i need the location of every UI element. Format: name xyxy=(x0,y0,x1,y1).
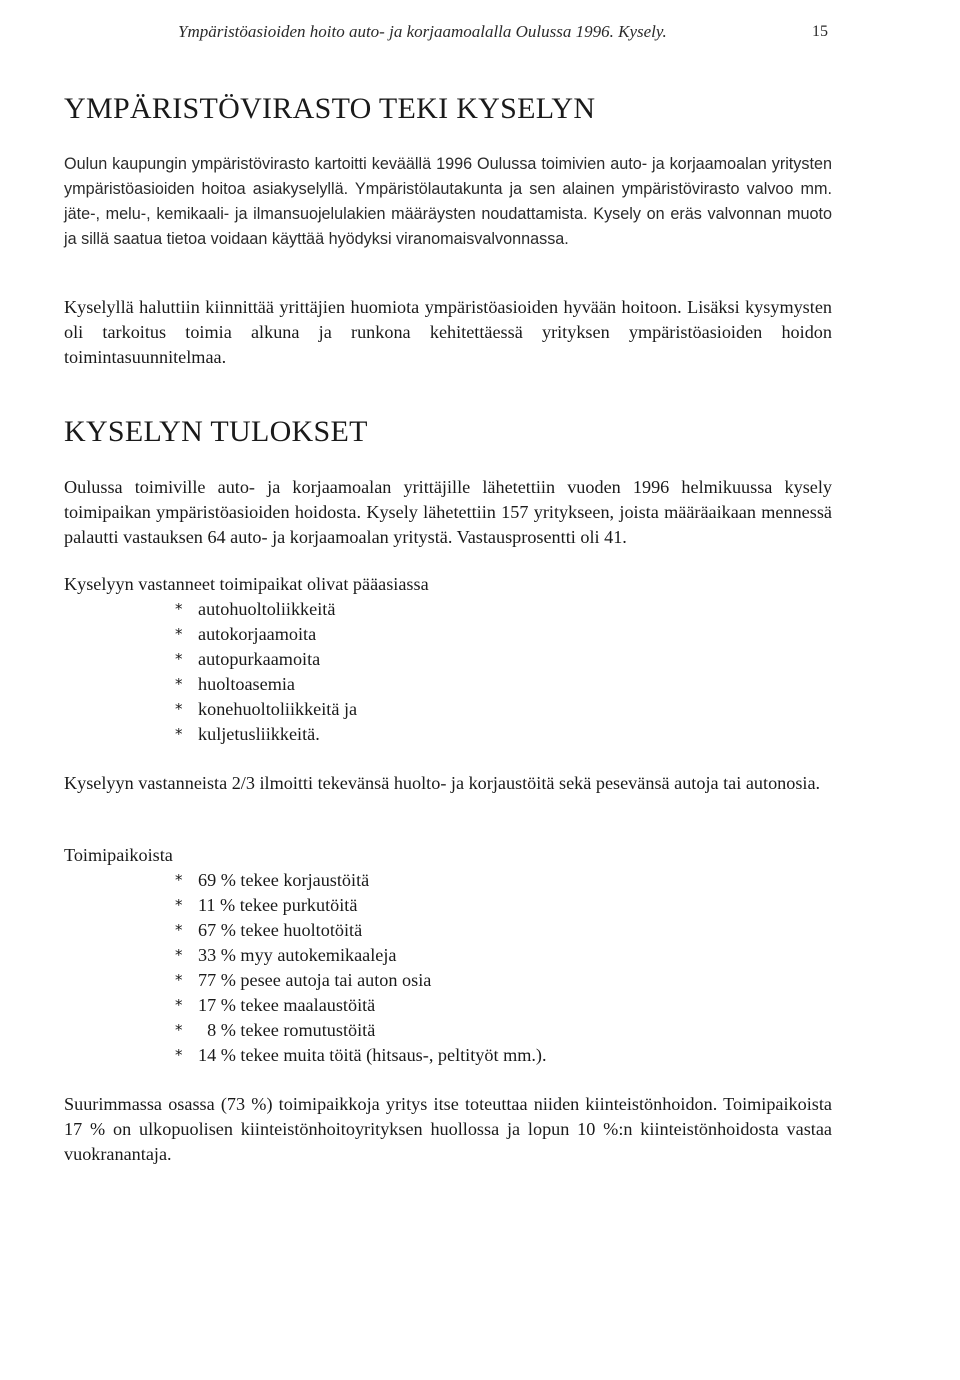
list-item: * 8 % tekee romutustöitä xyxy=(175,1018,547,1043)
list-item: * autopurkaamoita xyxy=(175,647,357,672)
results-paragraph: Oulussa toimiville auto- ja korjaamoalan yrittäjille lähetettiin vuoden 1996 helmikuussa kysely toimipaikan ympäristöasioiden hoidosta. Kysely lähetettiin 157 yritykseen, joista määräaikaan mennessä palautti vastauksen 64 auto- ja korjaamoalan yritystä. Vastausprosentti oli 41. xyxy=(64,477,832,547)
respondents-intro: Kyselyyn vastanneet toimipaikat olivat pääasiassa xyxy=(64,574,429,594)
page-number: 15 xyxy=(812,23,828,40)
section-heading-results: KYSELYN TULOKSET xyxy=(64,415,368,448)
intro-paragraph: Oulun kaupungin ympäristövirasto kartoitti keväällä 1996 Oulussa toimivien auto- ja korjaamoalan yritysten ympäristöasioiden hoitoa asiakyselyllä. Ympäristölautakunta ja sen alainen ympäristövirasto valvoo mm. jäte-, melu-, kemikaali- ja ilmansuojelulakien määräysten noudattamista. Kysely on eräs valvonnan muoto ja sillä saatua tietoa voidaan käyttää hyödyksi viranomaisvalvonnassa. xyxy=(64,155,832,248)
list-item: * konehuoltoliikkeitä ja xyxy=(175,697,357,722)
list-item: * 77 % pesee autoja tai auton osia xyxy=(175,968,547,993)
list-item: * 69 % tekee korjaustöitä xyxy=(175,868,547,893)
bullet-star-icon: * xyxy=(175,675,183,693)
bullet-star-icon: * xyxy=(175,921,183,939)
bullet-star-icon: * xyxy=(175,1021,183,1039)
running-header: Ympäristöasioiden hoito auto- ja korjaamoalalla Oulussa 1996. Kysely. xyxy=(178,22,667,41)
bullet-star-icon: * xyxy=(175,600,183,618)
list-item: * kuljetusliikkeitä. xyxy=(175,722,357,747)
bullet-star-icon: * xyxy=(175,625,183,643)
bullet-star-icon: * xyxy=(175,871,183,889)
list-item: * 11 % tekee purkutöitä xyxy=(175,893,547,918)
bullet-star-icon: * xyxy=(175,700,183,718)
bullet-star-icon: * xyxy=(175,725,183,743)
worksites-intro: Toimipaikoista xyxy=(64,845,173,865)
respondent-types-list xyxy=(175,597,357,747)
list-item: * 14 % tekee muita töitä (hitsaus-, peltityöt mm.). xyxy=(175,1043,547,1068)
purpose-paragraph: Kyselyllä haluttiin kiinnittää yrittäjien huomiota ympäristöasioiden hyvään hoitoon. Lisäksi kysymysten oli tarkoitus toimia alkuna ja runkona kehitettäessä yrityksen ympäristöasioiden hoidon toimintasuunnitelmaa. xyxy=(64,297,832,367)
list-item: * autohuoltoliikkeitä xyxy=(175,597,357,622)
worksite-stats-list xyxy=(175,868,547,1068)
list-item: * 67 % tekee huoltotöitä xyxy=(175,918,547,943)
section-heading-survey: YMPÄRISTÖVIRASTO TEKI KYSELYN xyxy=(64,92,596,125)
list-item: * huoltoasemia xyxy=(175,672,357,697)
services-paragraph: Kyselyyn vastanneista 2/3 ilmoitti tekevänsä huolto- ja korjaustöitä sekä pesevänsä autoja tai autonosia. xyxy=(64,773,821,793)
list-item: * autokorjaamoita xyxy=(175,622,357,647)
bullet-star-icon: * xyxy=(175,650,183,668)
bullet-star-icon: * xyxy=(175,996,183,1014)
property-care-paragraph: Suurimmassa osassa (73 %) toimipaikkoja yritys itse toteuttaa niiden kiinteistönhoidon. Toimipaikoista 17 % on ulkopuolisen kiinteistönhoitoyrityksen huollossa ja lopun 10 %:n kiinteistönhoidosta vastaa vuokranantaja. xyxy=(64,1094,832,1164)
list-item: * 17 % tekee maalaustöitä xyxy=(175,993,547,1018)
bullet-star-icon: * xyxy=(175,896,183,914)
bullet-star-icon: * xyxy=(175,946,183,964)
bullet-star-icon: * xyxy=(175,971,183,989)
list-item: * 33 % myy autokemikaaleja xyxy=(175,943,547,968)
bullet-star-icon: * xyxy=(175,1046,183,1064)
